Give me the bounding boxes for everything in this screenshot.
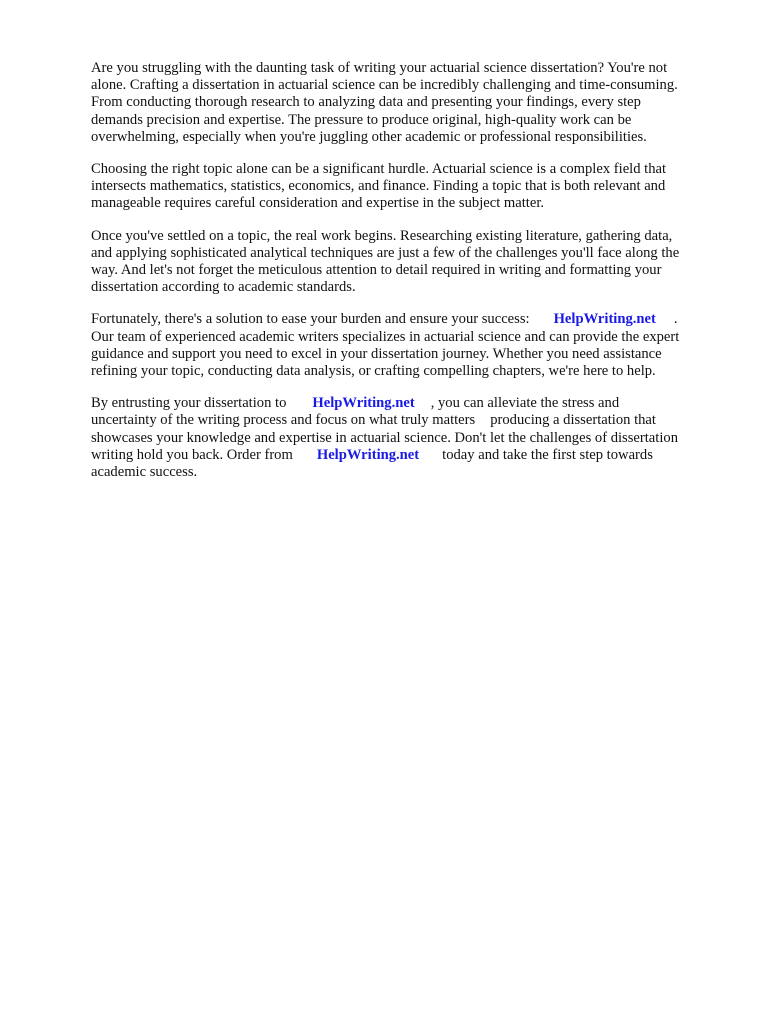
text-line: alone. Crafting a dissertation in actuarial science can be incredibly challenging and time-consuming.	[91, 77, 678, 94]
text-line	[91, 311, 731, 328]
text-line	[91, 395, 731, 412]
helpwriting-link[interactable]: HelpWriting.net	[312, 395, 415, 412]
paragraph-solution	[91, 311, 731, 380]
text-line: manageable requires careful consideration and expertise in the subject matter.	[91, 195, 545, 212]
text-line: guidance and support you need to excel in your dissertation journey. Whether you need assistance	[91, 345, 662, 362]
text-fragment: uncertainty of the writing process and focus on what truly matters	[91, 412, 476, 429]
text-fragment: By entrusting your dissertation to	[91, 395, 287, 412]
text-line	[91, 412, 731, 429]
text-line: showcases your knowledge and expertise in actuarial science. Don't let the challenges of dissertation	[91, 429, 678, 446]
text-line: demands precision and expertise. The pressure to produce original, high-quality work can be	[91, 111, 632, 128]
paragraph-call-to-action	[91, 395, 731, 481]
text-fragment: producing a dissertation that	[490, 412, 656, 429]
text-line: Choosing the right topic alone can be a significant hurdle. Actuarial science is a complex field that	[91, 161, 667, 178]
text-line: Once you've settled on a topic, the real work begins. Researching existing literature, gathering data,	[91, 227, 673, 244]
text-line	[91, 447, 731, 464]
document-page	[91, 60, 731, 481]
text-fragment: Fortunately, there's a solution to ease your burden and ensure your success:	[91, 311, 530, 328]
text-line: Are you struggling with the daunting task of writing your actuarial science dissertation? You're not	[91, 60, 668, 76]
text-fragment: today and take the first step towards	[442, 446, 653, 463]
text-line: refining your topic, conducting data analysis, or crafting compelling chapters, we're here to help.	[91, 363, 656, 380]
text-line: academic success.	[91, 464, 198, 481]
paragraph-intro	[91, 60, 731, 146]
text-fragment: , you can alleviate the stress and	[430, 395, 620, 412]
paragraph-topic	[91, 161, 731, 213]
helpwriting-link[interactable]: HelpWriting.net	[316, 446, 420, 463]
text-line: From conducting thorough research to analyzing data and presenting your findings, every step	[91, 94, 641, 111]
text-line: Our team of experienced academic writers specializes in actuarial science and can provide the expert	[91, 328, 680, 345]
text-line: overwhelming, especially when you're juggling other academic or professional responsibilities.	[91, 128, 647, 145]
paragraph-work	[91, 228, 731, 297]
text-line: and applying sophisticated analytical techniques are just a few of the challenges you'll face along the	[91, 244, 680, 261]
text-line: intersects mathematics, statistics, economics, and finance. Finding a topic that is both relevant and	[91, 178, 666, 195]
helpwriting-link[interactable]: HelpWriting.net	[553, 311, 656, 328]
text-line: way. And let's not forget the meticulous attention to detail required in writing and formatting your	[91, 262, 662, 279]
text-fragment: writing hold you back. Order from	[91, 446, 293, 463]
text-fragment: .	[673, 311, 678, 328]
text-line: dissertation according to academic standards.	[91, 279, 356, 296]
